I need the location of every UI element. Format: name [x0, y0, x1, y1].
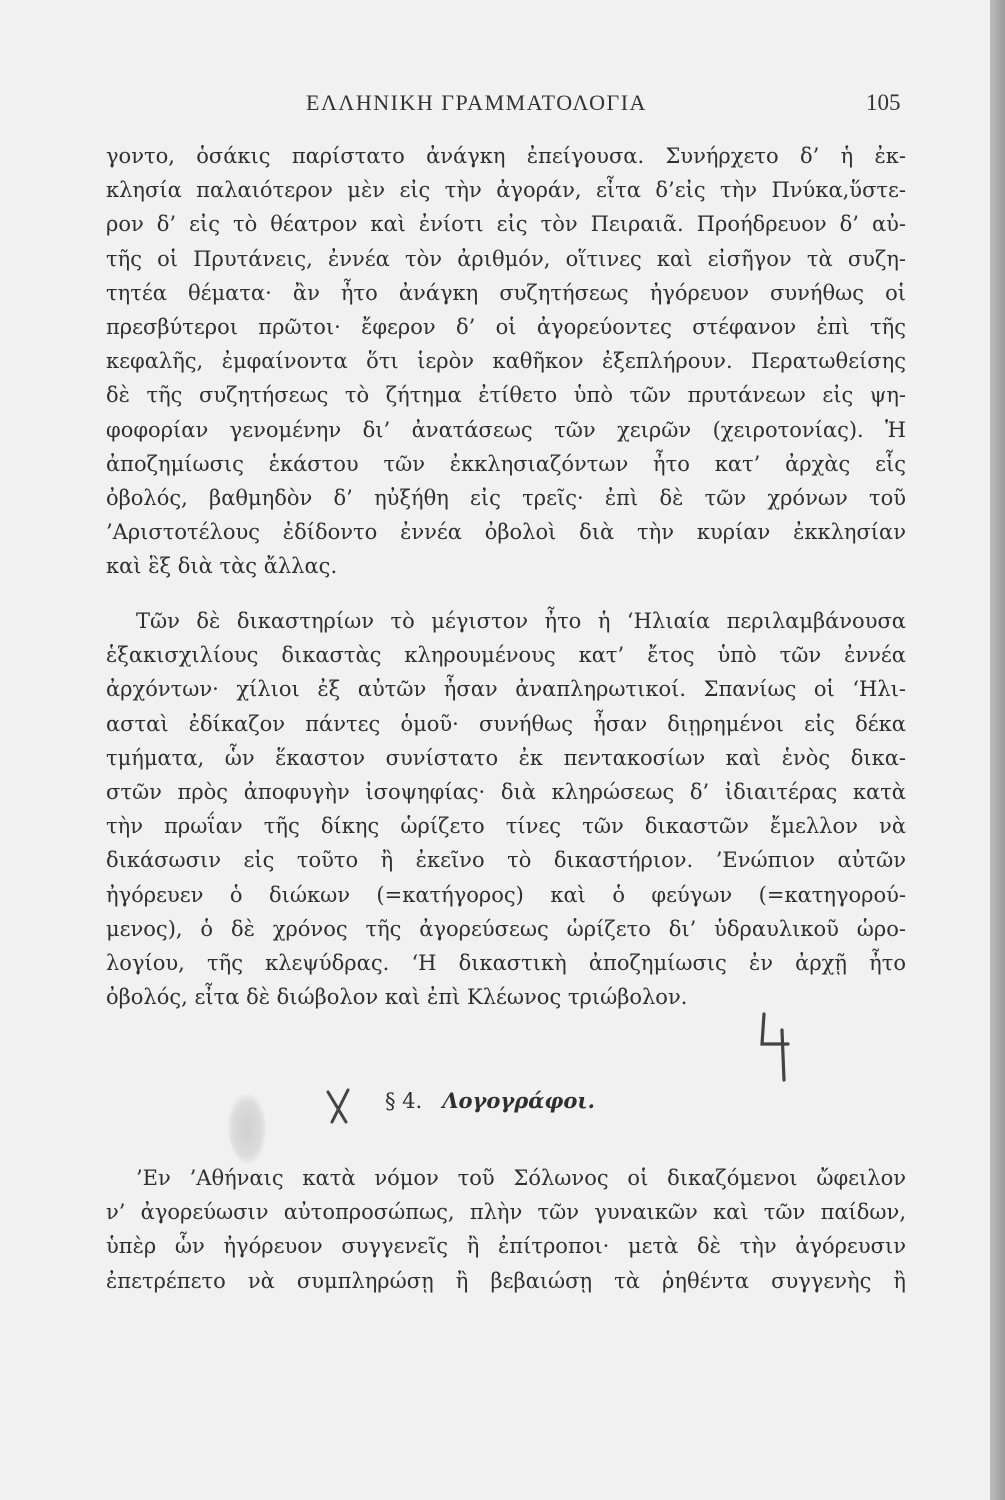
text-line: ’Εν ’Αθήναις κατὰ νόμον τοῦ Σόλωνος οἱ δικαζόμενοι ὤφειλον — [136, 1166, 906, 1190]
pencil-annotation-mark — [754, 1010, 794, 1086]
text-line: ὑπὲρ ὧν ἠγόρευον συγγενεῖς ἢ ἐπίτροποι· μετὰ δὲ τὴν ἀγόρευσιν — [106, 1234, 906, 1259]
section-number: § 4. — [385, 1089, 423, 1113]
text-line: δὲ τῆς συζητήσεως τὸ ζήτημα ἐτίθετο ὑπὸ τῶν πρυτάνεων εἰς ψη- — [106, 383, 906, 408]
text-line: φοφορίαν γενομένην δι’ ἀνατάσεως τῶν χειρῶν (χειροτονίας). Ἡ — [106, 417, 906, 442]
pencil-cross-icon — [320, 1086, 356, 1126]
text-line: λογίου, τῆς κλεψύδρας. ‘Η δικαστικὴ ἀποζημίωσις ἐν ἀρχῇ ἦτο — [106, 950, 906, 975]
page-number: 105 — [866, 90, 901, 115]
page-edge — [990, 0, 1005, 1500]
text-line: ρον δ’ εἰς τὸ θέατρον καὶ ἐνίοτι εἰς τὸν Πειραιᾶ. Προήδρευον δ’ αὐ- — [106, 212, 906, 237]
text-line: ἑξακισχιλίους δικαστὰς κληρουμένους κατ’ ἔτος ὑπὸ τῶν ἐννέα — [106, 643, 906, 668]
text-line: ἀρχόντων· χίλιοι ἐξ αὐτῶν ἦσαν ἀναπληρωτικοί. Σπανίως οἱ ‘Ηλι- — [106, 677, 906, 702]
text-line: ἀποζημίωσις ἑκάστου τῶν ἐκκλησιαζόντων ἦτο κατ’ ἀρχὰς εἷς — [106, 451, 906, 476]
text-line: μενος), ὁ δὲ χρόνος τῆς ἀγορεύσεως ὡρίζετο δι’ ὑδραυλικοῦ ὡρο- — [106, 916, 906, 941]
text-line: ὀβολός, βαθμηδὸν δ’ ηὐξήθη εἰς τρεῖς· ἐπὶ δὲ τῶν χρόνων τοῦ — [106, 485, 906, 510]
text-line: τμήματα, ὧν ἕκαστον συνίστατο ἐκ πεντακοσίων καὶ ἑνὸς δικα- — [106, 745, 906, 770]
section-heading — [0, 1082, 990, 1126]
text-line: ἐπετρέπετο νὰ συμπληρώσῃ ἢ βεβαιώσῃ τὰ ῥηθέντα συγγενὴς ἢ — [106, 1268, 906, 1293]
running-head — [0, 82, 990, 122]
section-name: Λογογράφοι. — [442, 1088, 595, 1113]
text-line: τητέα θέματα· ἂν ἦτο ἀνάγκη συζητήσεως ἠγόρευον συνήθως οἱ — [106, 280, 906, 305]
text-line: καὶ ἓξ διὰ τὰς ἄλλας. — [106, 554, 338, 579]
text-line: δικάσωσιν εἰς τοῦτο ἢ ἐκεῖνο τὸ δικαστήριον. ’Ενώπιον αὐτῶν — [106, 848, 906, 873]
text-line: ὀβολός, εἶτα δὲ διώβολον καὶ ἐπὶ Κλέωνος τριώβολον. — [106, 985, 688, 1010]
text-line: τῆς οἱ Πρυτάνεις, ἐννέα τὸν ἀριθμόν, οἵτινες καὶ εἰσῆγον τὰ συζη- — [106, 246, 906, 271]
text-line: τὴν πρωΐαν τῆς δίκης ὡρίζετο τίνες τῶν δικαστῶν ἔμελλον νὰ — [106, 814, 906, 839]
text-line: κλησία παλαιότερον μὲν εἰς τὴν ἀγοράν, εἶτα δ’εἰς τὴν Πνύκα,ὕστε- — [106, 178, 906, 203]
text-line: πρεσβύτεροι πρῶτοι· ἔφερον δ’ οἱ ἀγορεύοντες στέφανον ἐπὶ τῆς — [106, 314, 906, 339]
text-line: γοντο, ὁσάκις παρίστατο ἀνάγκη ἐπείγουσα. Συνήρχετο δ’ ἡ ἐκ- — [106, 144, 906, 168]
paragraph-logographers — [106, 1161, 906, 1298]
pencil-four-icon — [754, 1010, 794, 1082]
text-line: στῶν πρὸς ἀποφυγὴν ἰσοψηφίας· διὰ κληρώσεως δ’ ἰδιαιτέρας κατὰ — [106, 779, 906, 804]
text-line: ἠγόρευεν ὁ διώκων (=κατήγορος) καὶ ὁ φεύγων (=κατηγορού- — [106, 882, 906, 907]
running-head-title: ΕΛΛΗΝΙΚΗ ΓΡΑΜΜΑΤΟΛΟΓΙΑ — [306, 90, 647, 115]
text-line: ασταὶ ἐδίκαζον πάντες ὁμοῦ· συνήθως ἦσαν διῃρημένοι εἰς δέκα — [106, 711, 906, 736]
text-line: ν’ ἀγορεύωσιν αὐτοπροσώπως, πλὴν τῶν γυναικῶν καὶ τῶν παίδων, — [106, 1200, 906, 1225]
paragraph-assembly — [106, 139, 906, 583]
paragraph-courts — [106, 604, 906, 1014]
section-title — [385, 1088, 595, 1113]
text-line: ’Αριστοτέλους ἐδίδοντο ἐννέα ὀβολοὶ διὰ τὴν κυρίαν ἐκκλησίαν — [106, 520, 906, 545]
text-line: κεφαλῆς, ἐμφαίνοντα ὅτι ἱερὸν καθῆκον ἐξεπλήρουν. Περατωθείσης — [106, 349, 906, 374]
text-line: Τῶν δὲ δικαστηρίων τὸ μέγιστον ἦτο ἡ ‘Ηλιαία περιλαμβάνουσα — [136, 609, 906, 633]
